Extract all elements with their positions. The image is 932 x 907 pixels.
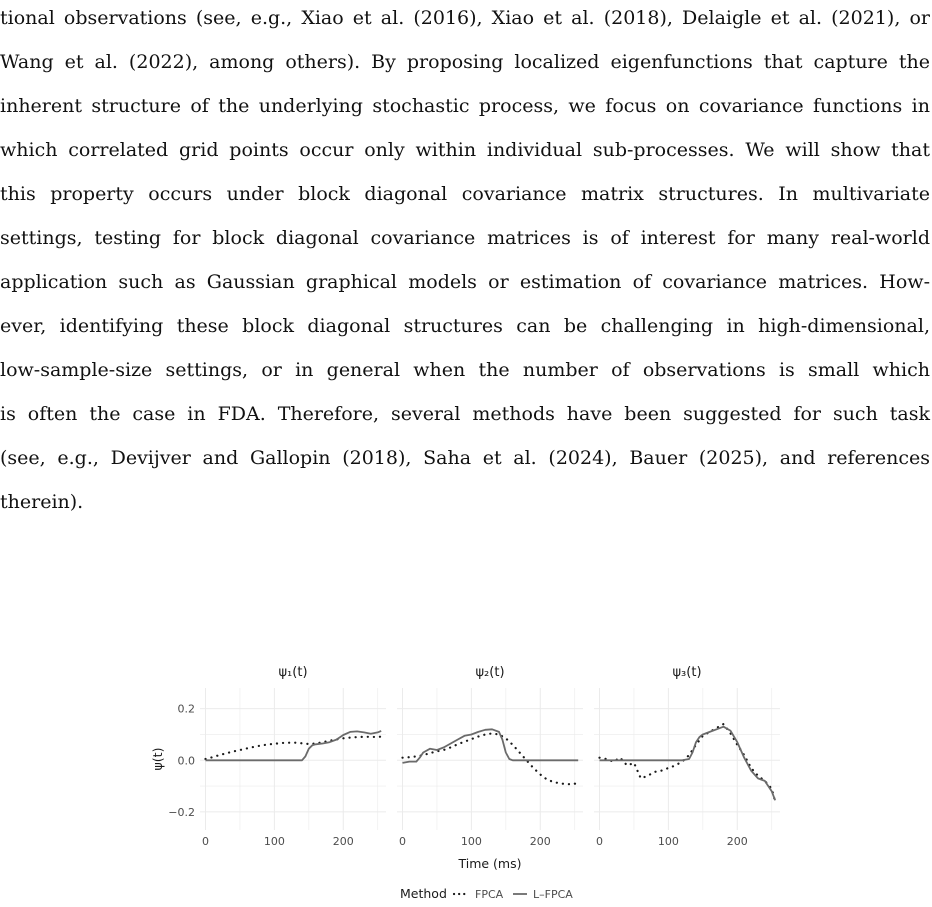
paragraph-line: (see, e.g., Devijver and Gallopin (2018), Saha et al. (2024), Bauer (2025), and references — [0, 447, 930, 469]
series-fpca-line — [206, 737, 382, 760]
paragraph-line: Wang et al. (2022), among others). By proposing localized eigenfunctions that capture the — [0, 51, 930, 73]
x-tick-label: 100 — [460, 835, 482, 848]
panel-title: ψ₁(t) — [278, 665, 308, 680]
legend-entry-fpca: FPCA — [475, 888, 504, 901]
x-tick-label: 200 — [332, 835, 354, 848]
x-tick-label: 200 — [529, 835, 551, 848]
series-lfpca-line — [206, 731, 382, 760]
x-tick-label: 0 — [202, 835, 210, 848]
paragraph-line: therein). — [0, 491, 84, 513]
x-tick-label: 0 — [596, 835, 604, 848]
x-tick-label: 100 — [263, 835, 285, 848]
legend-title: Method — [400, 886, 447, 901]
y-axis-label: ψ(t) — [150, 747, 165, 771]
panel-title: ψ₃(t) — [672, 665, 702, 680]
paragraph-line: inherent structure of the underlying stochastic process, we focus on covariance functions in — [0, 95, 930, 117]
y-tick-label: −0.2 — [168, 805, 195, 819]
panel-title: ψ₂(t) — [475, 665, 505, 680]
paragraph-line: settings, testing for block diagonal covariance matrices is of interest for many real-world — [0, 227, 930, 249]
x-tick-label: 200 — [726, 835, 748, 848]
paragraph-line: tional observations (see, e.g., Xiao et al. (2016), Xiao et al. (2018), Delaigle et al. (2021), or — [0, 7, 930, 29]
y-tick-label: 0.2 — [177, 702, 195, 716]
x-tick-label: 100 — [657, 835, 679, 848]
x-axis-label: Time (ms) — [458, 856, 522, 871]
paragraph-line: application such as Gaussian graphical models or estimation of covariance matrices. How- — [0, 271, 930, 293]
paragraph-line: this property occurs under block diagonal covariance matrix structures. In multivariate — [0, 183, 930, 205]
paragraph-line: which correlated grid points occur only within individual sub-processes. We will show that — [0, 139, 930, 161]
x-tick-label: 0 — [399, 835, 407, 848]
paragraph-line: is often the case in FDA. Therefore, several methods have been suggested for such task — [0, 403, 930, 425]
paragraph-line: low-sample-size settings, or in general when the number of observations is small which — [0, 359, 930, 381]
legend-entry-lfpca: L–FPCA — [533, 888, 573, 901]
series-fpca-line — [600, 724, 776, 802]
y-tick-label: 0.0 — [177, 754, 195, 768]
paragraph-line: ever, identifying these block diagonal structures can be challenging in high-dimensional, — [0, 315, 930, 337]
